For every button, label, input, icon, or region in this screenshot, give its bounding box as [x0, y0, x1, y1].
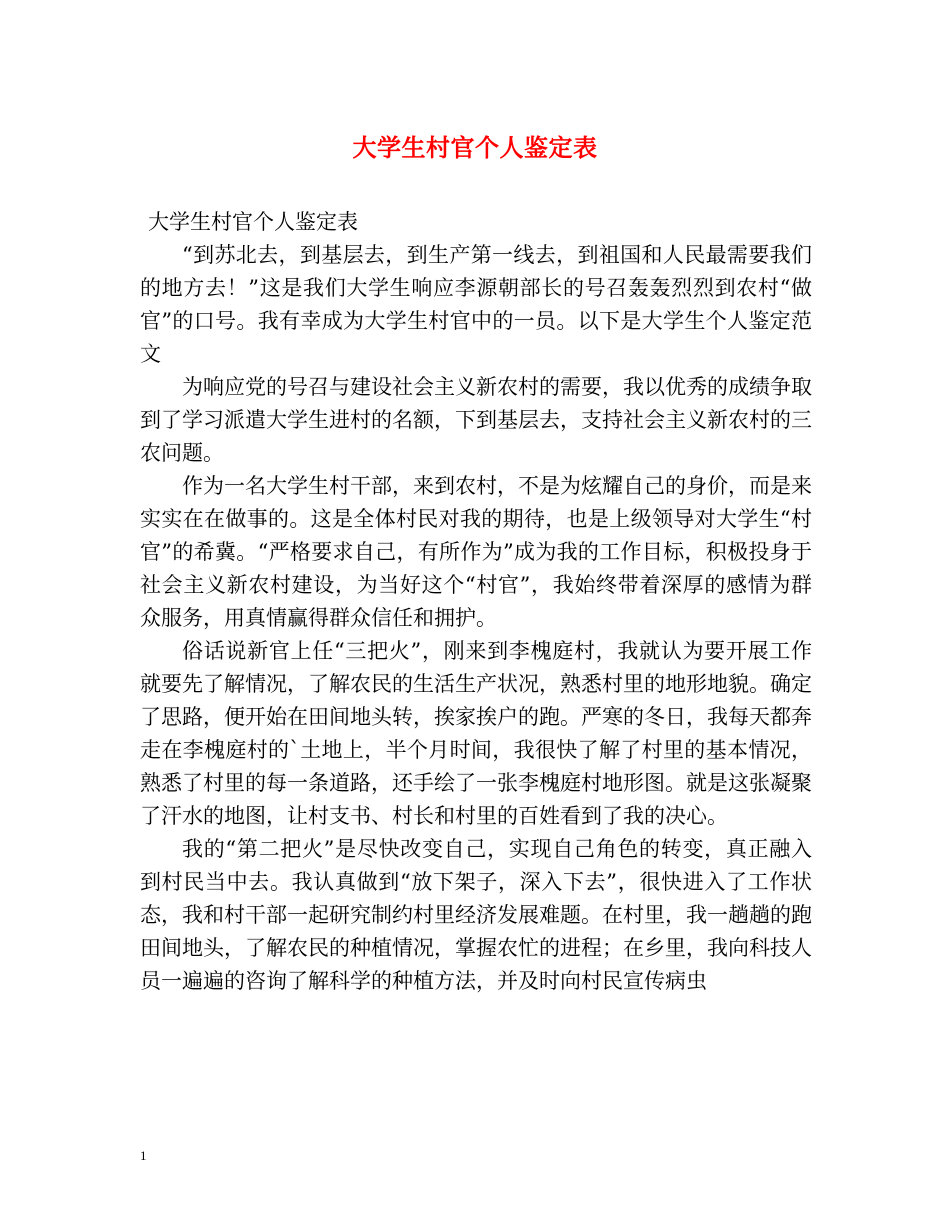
paragraph-1: “到苏北去，到基层去，到生产第一线去，到祖国和人民最需要我们的地方去！”这是我们大学生响应李源朝部长的号召轰轰烈烈到农村“做官”的口号。我有幸成为大学生村官中的一员。以下是大学生个人鉴定范文 [140, 243, 812, 366]
paragraph-2: 为响应党的号召与建设社会主义新农村的需要，我以优秀的成绩争取到了学习派遣大学生进村的名额，下到基层去，支持社会主义新农村的三农问题。 [140, 375, 812, 465]
document-subtitle: 大学生村官个人鉴定表 [148, 210, 358, 234]
page-number: 1 [140, 1148, 147, 1163]
paragraph-5: 我的“第二把火”是尽快改变自己，实现自己角色的转变，真正融入到村民当中去。我认真做到“放下架子，深入下去”，很快进入了工作状态，我和村干部一起研究制约村里经济发展难题。在村里，我一趟趟的跑田间地头，了解农民的种植情况，掌握农忙的进程；在乡里，我向科技人员一遍遍的咨询了解科学的种植方法，并及时向村民宣传病虫 [140, 837, 812, 993]
paragraph-4: 俗话说新官上任“三把火”，刚来到李槐庭村，我就认为要开展工作就要先了解情况，了解农民的生活生产状况，熟悉村里的地形地貌。确定了思路，便开始在田间地头转，挨家挨户的跑。严寒的冬日，我每天都奔走在李槐庭村的`土地上，半个月时间，我很快了解了村里的基本情况，熟悉了村里的每一条道路，还手绘了一张李槐庭村地形图。就是这张凝聚了汗水的地图，让村支书、村长和村里的百姓看到了我的决心。 [140, 639, 812, 828]
paragraph-3: 作为一名大学生村干部，来到农村，不是为炫耀自己的身价，而是来实实在在做事的。这是全体村民对我的期待，也是上级领导对大学生“村官”的希冀。“严格要求自己，有所作为”成为我的工作目标，积极投身于社会主义新农村建设，为当好这个“村官”，我始终带着深厚的感情为群众服务，用真情赢得群众信任和拥护。 [140, 474, 812, 630]
document-title: 大学生村官个人鉴定表 [352, 133, 598, 162]
document-body [140, 206, 812, 998]
